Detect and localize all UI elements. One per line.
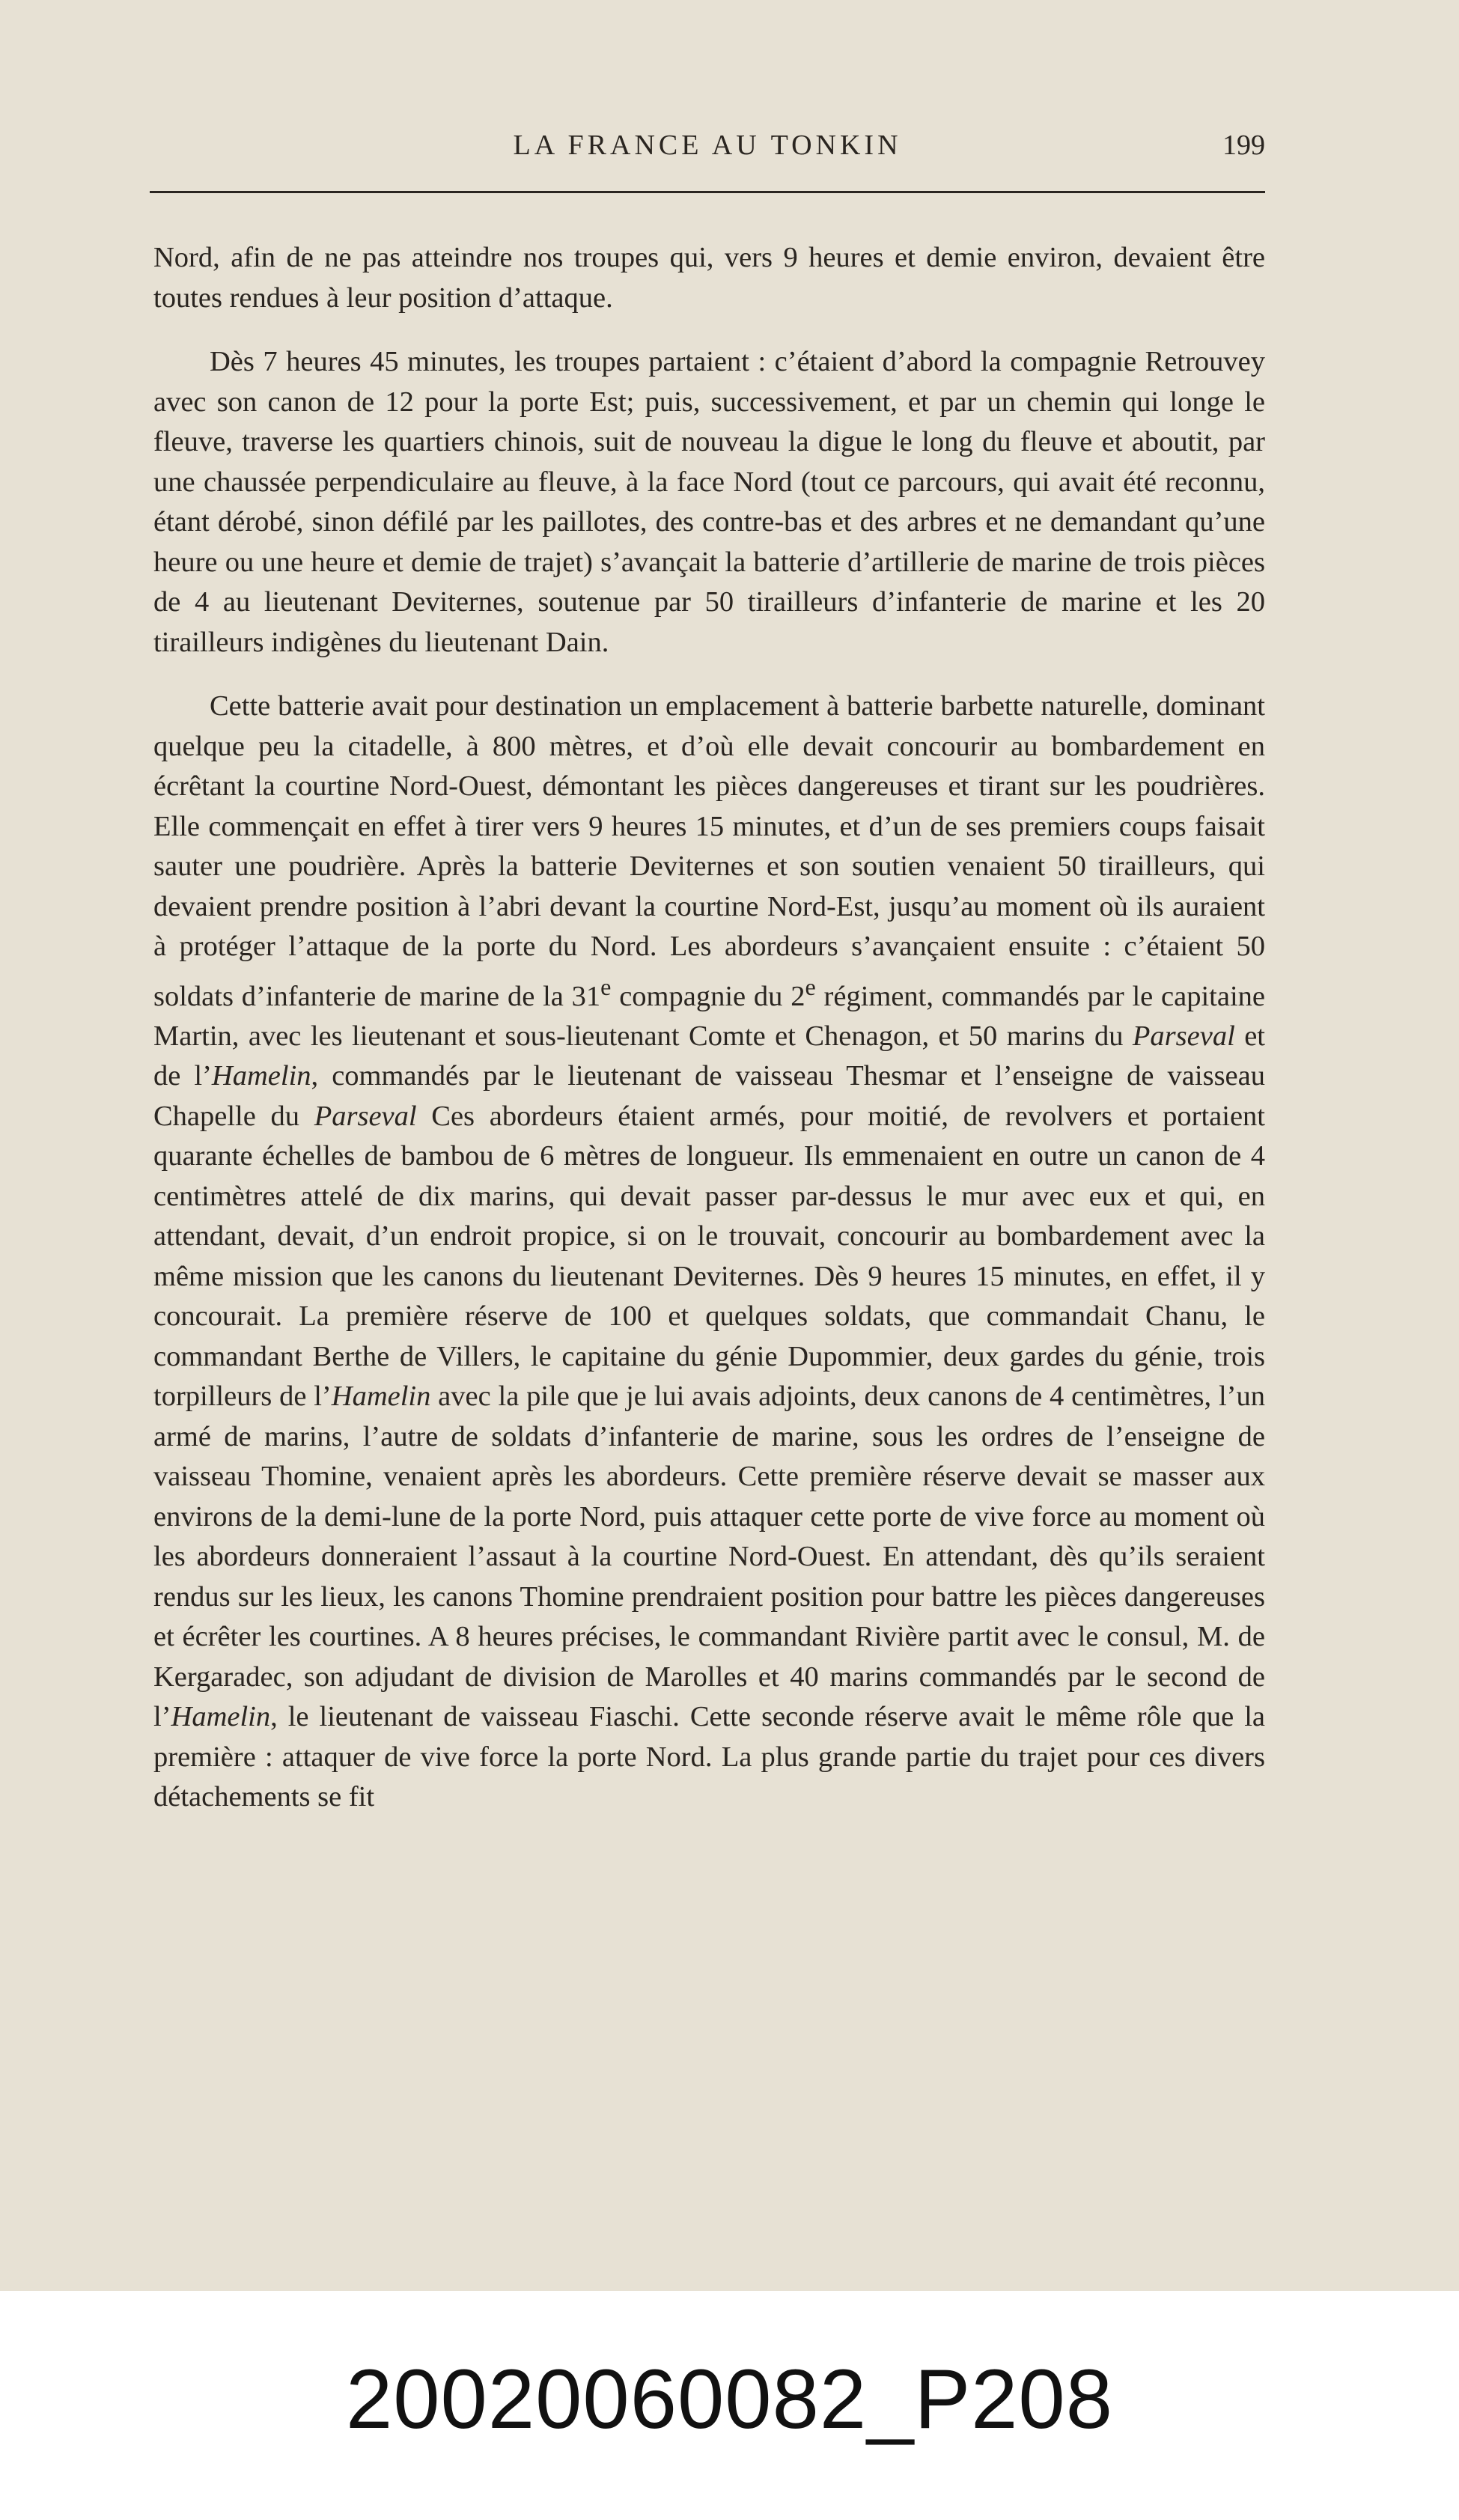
text-run: et de l’ — [153, 1020, 1265, 1092]
ship-name: Parseval — [314, 1100, 417, 1132]
text-run: avec la pile que je lui avais adjoints, deux canons de 4 centimètres, l’un armé de marins, l’autre de soldats d’infanterie de marine, sous les ordres de l’enseigne de vaisseau Thomine, venaient après les abordeurs. Cette première réserve devait se masser aux environs de la demi-lune de la porte Nord, puis attaquer cette porte de vive force au moment où les abordeurs donneraient l’assaut à la courtine Nord-Ouest. En attendant, dès qu’ils seraient rendus sur les lieux, les canons Thomine prendraient position pour battre les pièces dangereuses et écrêter les courtines. A 8 heures précises, le commandant Rivière partit avec le consul, M. de Kergaradec, son adjudant de division de Marolles et 40 marins commandés par le second de l’ — [153, 1381, 1266, 1733]
paragraph: Dès 7 heures 45 minutes, les troupes partaient : c’étaient d’abord la compagnie Retrouvey avec son canon de 12 pour la porte Est; puis, successivement, et par un chemin qui longe le fleuve, traverse les quartiers chinois, suit de nouveau la digue le long du fleuve et aboutit, par une chaussée perpendiculaire au fleuve, à la face Nord (tout ce parcours, qui avait été reconnu, étant dérobé, sinon défilé par les paillotes, des contre-bas et des arbres et ne demandant qu’une heure ou une heure et demie de trajet) s’avançait la batterie d’artillerie de marine de trois pièces de 4 au lieutenant Deviternes, soutenue par 50 tirailleurs d’infanterie de marine et les 20 tirailleurs indigènes du lieutenant Dain. — [153, 346, 1265, 658]
ship-name: Hamelin — [171, 1701, 271, 1733]
ship-name: Parseval — [1132, 1020, 1235, 1052]
page-number: 199 — [1222, 130, 1265, 161]
paragraph: Nord, afin de ne pas atteindre nos troupes qui, vers 9 heures et demie environ, devaient être toutes rendues à leur position d’attaque. — [153, 242, 1265, 314]
paragraph — [153, 687, 1265, 1818]
text-run: Ces abordeurs étaient armés, pour moitié, de revolvers et portaient quarante échelles de bambou de 6 mètres de longueur. Ils emmenaient en outre un canon de 4 centimètres attelé de dix marins, qui devait passer par-dessus le mur avec eux et qui, en attendant, devait, d’un endroit propice, si on le trouvait, concourir au bombardement avec la même mission que les canons du lieutenant Deviternes. Dès 9 heures 15 minutes, en effet, il y concourait. La première réserve de 100 et quelques soldats, que commandait Chanu, le commandant Berthe de Villers, le capitaine du génie Dupommier, deux gardes du génie, trois torpilleurs de l’ — [153, 1100, 1266, 1413]
text-run: compagnie du 2 — [611, 980, 805, 1012]
scan-id-label: 20020060082_P208 — [345, 2352, 1114, 2446]
ship-name: Hamelin — [211, 1060, 311, 1092]
superscript: e — [600, 973, 612, 1000]
text-run: , le lieutenant de vaisseau Fiaschi. Cette seconde réserve avait le même rôle que la première : attaquer de vive force la porte Nord. La plus grande partie du trajet pour ces divers détachements se fit — [153, 1701, 1265, 1813]
running-header — [150, 129, 1265, 174]
text-run: , commandés par le lieutenant de vaisseau Thesmar et l’enseigne de vaisseau Chapelle du — [153, 1060, 1265, 1132]
text-run: régiment, commandés par le capitaine Martin, avec les lieutenant et sous-lieutenant Comte et Chenagon, et 50 marins du — [153, 980, 1265, 1052]
superscript: e — [805, 973, 816, 1000]
text-run: Cette batterie avait pour destination un emplacement à batterie barbette naturelle, dominant quelque peu la citadelle, à 800 mètres, et d’où elle devait concourir au bombardement en écrêtant la courtine Nord-Ouest, démontant les pièces dangereuses et tirant sur les poudrières. Elle commençait en effet à tirer vers 9 heures 15 minutes, et d’un de ses premiers coups faisait sauter une poudrière. Après la batterie Deviternes et son soutien venaient 50 tirailleurs, qui devaient prendre position à l’abri devant la courtine Nord-Est, jusqu’au moment où ils auraient à protéger l’attaque de la porte du Nord. Les abordeurs s’avançaient ensuite : c’étaient 50 soldats d’infanterie de marine de la 31 — [153, 690, 1265, 1012]
ship-name: Hamelin — [331, 1381, 431, 1413]
body-text — [153, 238, 1265, 1818]
running-title: LA FRANCE AU TONKIN — [513, 130, 902, 161]
header-rule — [150, 191, 1265, 193]
